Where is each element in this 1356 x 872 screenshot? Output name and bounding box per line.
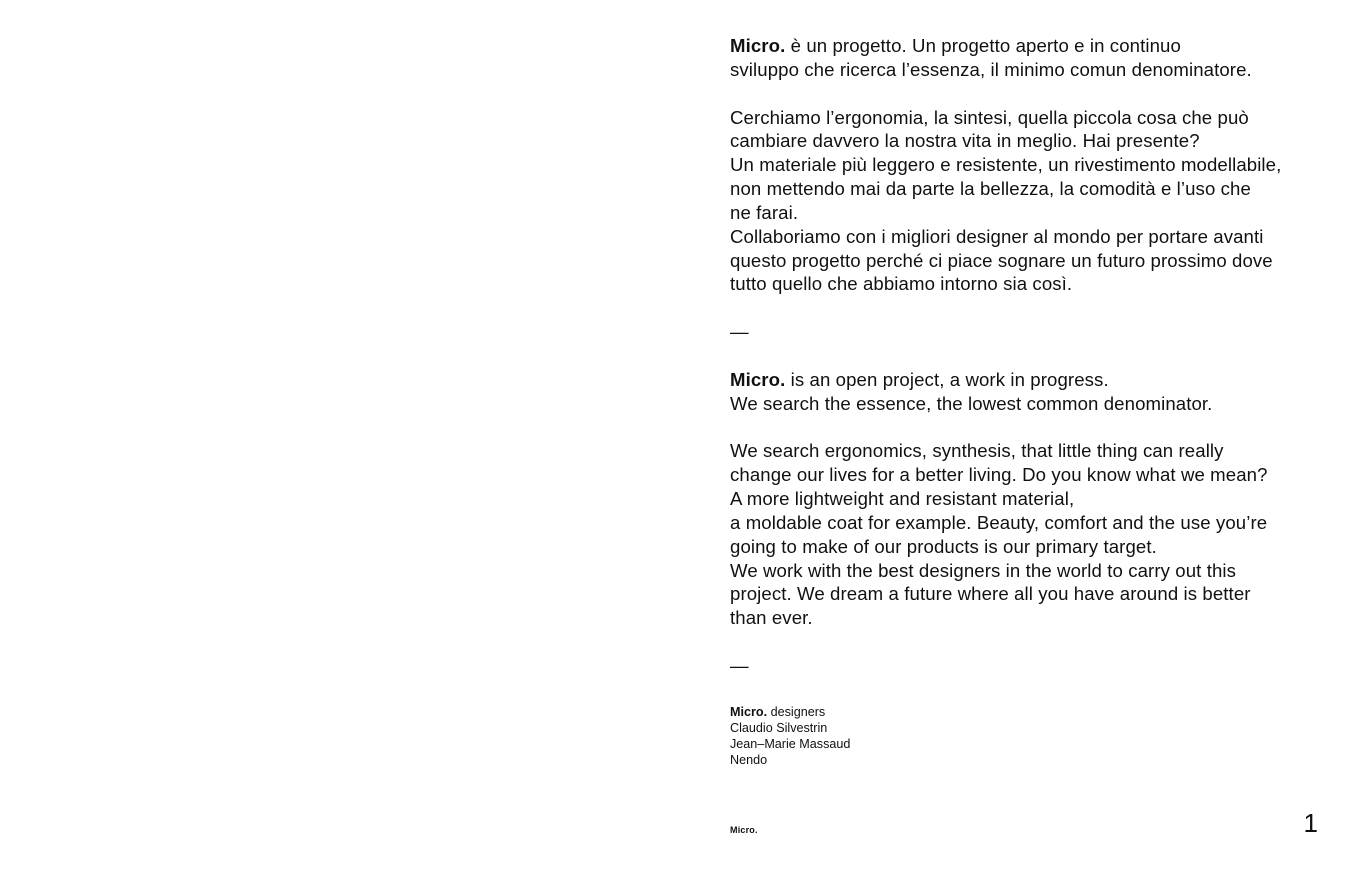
italian-body-line: cambiare davvero la nostra vita in meglio. Hai presente? <box>730 130 1200 152</box>
english-body-line: change our lives for a better living. Do you know what we mean? <box>730 464 1268 486</box>
spacer <box>730 416 1330 440</box>
english-body-line: going to make of our products is our primary target. <box>730 535 1157 557</box>
spacer <box>730 296 1330 320</box>
english-body-line: project. We dream a future where all you have around is better <box>730 583 1251 605</box>
italian-body-line: tutto quello che abbiamo intorno sia così. <box>730 273 1073 295</box>
italian-intro-line-2: sviluppo che ricerca l’essenza, il minimo comun denominatore. <box>730 58 1252 80</box>
italian-body-line: questo progetto perché ci piace sognare un futuro prossimo dove <box>730 249 1273 271</box>
brand-name: Micro. <box>730 705 768 719</box>
english-intro-line-2: We search the essence, the lowest common denominator. <box>730 392 1213 414</box>
footer-logo: Micro. <box>730 825 758 835</box>
spacer <box>730 630 1330 654</box>
italian-intro-line-1: Micro. è un progetto. Un progetto aperto e in continuo <box>730 35 1181 56</box>
italian-body-line: Collaboriamo con i migliori designer al mondo per portare avanti <box>730 225 1264 247</box>
italian-body-line: ne farai. <box>730 201 799 223</box>
italian-body-line: Un materiale più leggero e resistente, un rivestimento modellabile, <box>730 154 1282 176</box>
designer-name: Nendo <box>730 752 768 767</box>
spacer <box>730 344 1330 368</box>
section-separator: — <box>730 321 749 343</box>
text-column <box>730 34 1330 678</box>
right-text-page <box>678 0 1356 872</box>
page-number: 1 <box>1303 808 1318 838</box>
english-body-line: a moldable coat for example. Beauty, comfort and the use you’re <box>730 511 1268 533</box>
italian-body-line: non mettendo mai da parte la bellezza, la comodità e l’uso che <box>730 178 1251 200</box>
brand-name: Micro. <box>730 368 786 390</box>
designer-name: Jean–Marie Massaud <box>730 736 851 751</box>
section-separator: — <box>730 654 749 676</box>
designers-list <box>730 705 850 769</box>
brand-name: Micro. <box>730 35 786 56</box>
designer-name: Claudio Silvestrin <box>730 720 828 735</box>
spacer <box>730 82 1330 106</box>
english-body-line: We work with the best designers in the world to carry out this <box>730 559 1237 581</box>
english-body-line: than ever. <box>730 607 813 629</box>
english-intro-line-1: Micro. is an open project, a work in progress. <box>730 368 1109 390</box>
english-body-line: A more lightweight and resistant material, <box>730 488 1075 510</box>
english-body-line: We search ergonomics, synthesis, that little thing can really <box>730 440 1224 462</box>
designers-heading: Micro. designers <box>730 705 826 719</box>
italian-body-line: Cerchiamo l’ergonomia, la sintesi, quella piccola cosa che può <box>730 106 1249 128</box>
